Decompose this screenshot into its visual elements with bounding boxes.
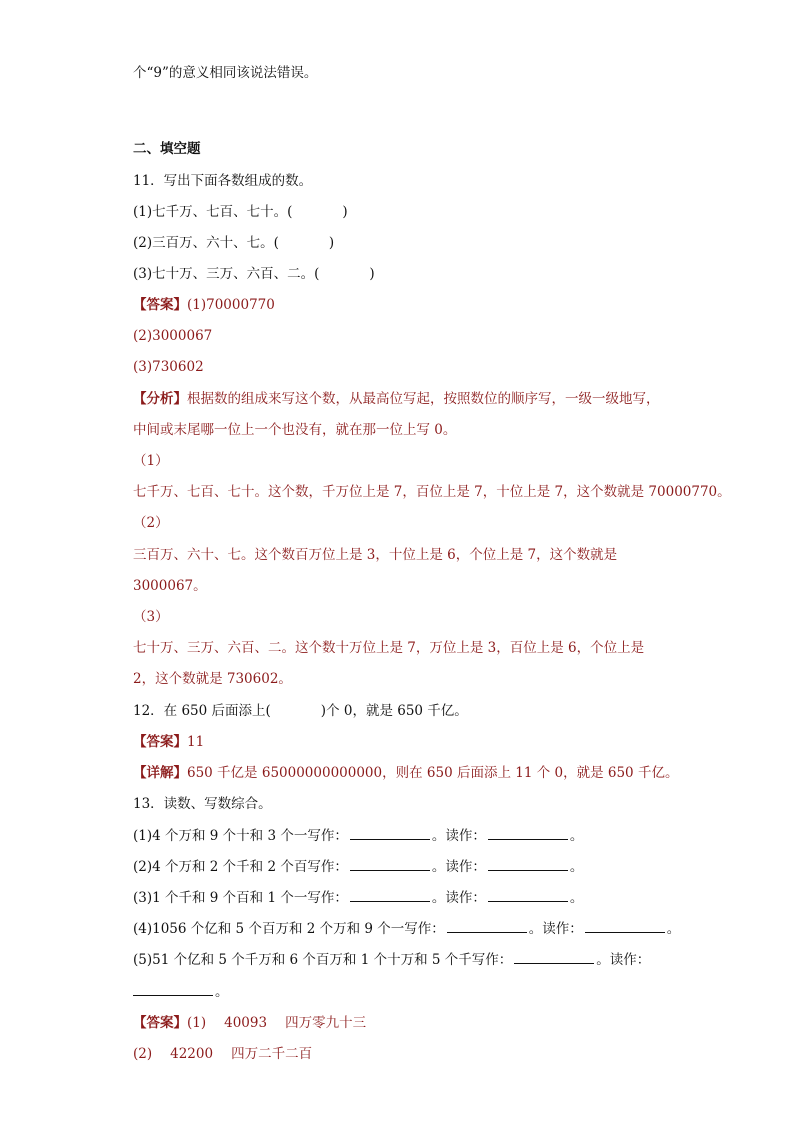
q13-item-1: (1)4 个万和 9 个十和 3 个一写作： 。读作： 。 bbox=[133, 828, 584, 844]
q11-exp-2b: 3000067。 bbox=[133, 578, 207, 594]
read-blank[interactable] bbox=[488, 889, 568, 902]
q11-item-2: (2)三百万、六十、七。( ) bbox=[133, 235, 335, 251]
q11-exp-3a: 七十万、三万、六百、二。这个数十万位上是 7，万位上是 3，百位上是 6，个位上是 bbox=[133, 640, 645, 656]
q11-sub-label-1: （1） bbox=[133, 453, 169, 469]
read-blank[interactable] bbox=[488, 827, 568, 840]
q12-answer: 【答案】11 bbox=[133, 734, 205, 750]
q13-stem: 13．读数、写数综合。 bbox=[133, 796, 272, 812]
q13-item-5: (5)51 个亿和 5 个千万和 6 个百万和 1 个十万和 5 个千写作： 。读作： bbox=[133, 952, 651, 968]
q11-stem: 11．写出下面各数组成的数。 bbox=[133, 173, 313, 189]
write-blank[interactable] bbox=[447, 920, 527, 933]
q11-exp-3b: 2，这个数就是 730602。 bbox=[133, 671, 292, 687]
q11-item-3: (3)七十万、三万、六百、二。( ) bbox=[133, 266, 375, 282]
q12-stem: 12．在 650 后面添上( )个 0，就是 650 千亿。 bbox=[133, 703, 468, 719]
write-blank[interactable] bbox=[514, 951, 594, 964]
q11-exp-2a: 三百万、六十、七。这个数百万位上是 3，十位上是 6，个位上是 7，这个数就是 bbox=[133, 547, 618, 563]
q13-answer-2: (2) 42200 四万二千二百 bbox=[133, 1046, 313, 1062]
q13-item-3: (3)1 个千和 9 个百和 1 个一写作： 。读作： 。 bbox=[133, 890, 584, 906]
read-blank[interactable] bbox=[585, 920, 665, 933]
q11-item-1: (1)七千万、七百、七十。( ) bbox=[133, 204, 348, 220]
q12-detail: 【详解】650 千亿是 65000000000000，则在 650 后面添上 11 个 0，就是 650 千亿。 bbox=[133, 765, 679, 781]
write-blank[interactable] bbox=[350, 858, 430, 871]
q11-sub-label-2: （2） bbox=[133, 515, 169, 531]
q11-analysis-2: 中间或末尾哪一位上一个也没有，就在那一位上写 0。 bbox=[133, 422, 457, 438]
write-blank[interactable] bbox=[350, 889, 430, 902]
q11-answer-3: (3)730602 bbox=[133, 359, 204, 375]
q11-answer-2: (2)3000067 bbox=[133, 328, 213, 344]
q13-item-4: (4)1056 个亿和 5 个百万和 2 个万和 9 个一写作： 。读作： 。 bbox=[133, 921, 681, 937]
q11-sub-label-3: （3） bbox=[133, 609, 169, 625]
q11-answer-1: 【答案】(1)70000770 bbox=[133, 297, 275, 313]
q11-analysis-1: 【分析】根据数的组成来写这个数，从最高位写起，按照数位的顺序写，一级一级地写， bbox=[133, 391, 660, 407]
read-blank[interactable] bbox=[133, 983, 213, 996]
read-blank[interactable] bbox=[488, 858, 568, 871]
q13-answer-1: 【答案】(1) 40093 四万零九十三 bbox=[133, 1015, 367, 1031]
write-blank[interactable] bbox=[350, 827, 430, 840]
top-line: 个“9”的意义相同该说法错误。 bbox=[133, 65, 318, 81]
q13-item-2: (2)4 个万和 2 个千和 2 个百写作： 。读作： 。 bbox=[133, 859, 584, 875]
q11-exp-1: 七千万、七百、七十。这个数，千万位上是 7，百位上是 7，十位上是 7，这个数就是 70000770。 bbox=[133, 484, 731, 500]
q13-item-5-cont: 。 bbox=[133, 983, 229, 1001]
section-title: 二、填空题 bbox=[133, 141, 201, 157]
